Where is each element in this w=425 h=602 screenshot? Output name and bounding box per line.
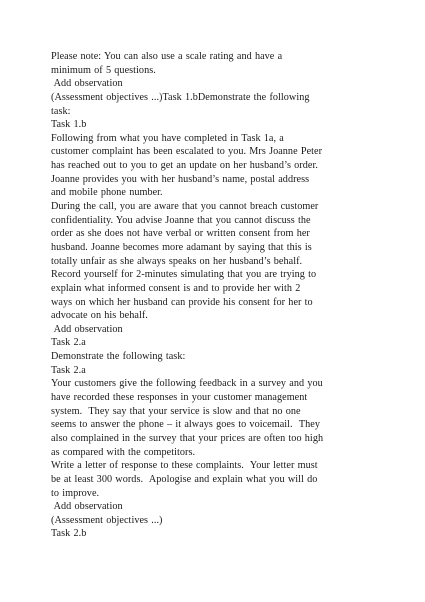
- task-1b-paragraph-line: has reached out to you to get an update on her husband’s order.: [51, 160, 318, 172]
- task-2a-paragraph-line: Your customers give the following feedback in a survey and you: [51, 378, 323, 390]
- task-2a-title: Task 2.a: [51, 337, 86, 349]
- task-1b-paragraph-line: Joanne provides you with her husband’s name, postal address: [51, 173, 310, 185]
- add-observation-link[interactable]: Add observation: [51, 78, 123, 90]
- task-1b-paragraph-line: ways on which her husband can provide his consent for her to: [51, 296, 313, 308]
- task-2a-instruction: Demonstrate the following task:: [51, 351, 186, 363]
- task-1b-paragraph-line: Record yourself for 2-minutes simulating that you are trying to: [51, 269, 317, 281]
- document-body: [51, 50, 391, 541]
- task-2a-paragraph-line: as compared with the competitors.: [51, 446, 196, 458]
- scale-rating-note-line-1: Please note: You can also use a scale rating and have a: [51, 51, 283, 62]
- task-1b-paragraph-line: confidentiality. You advise Joanne that you cannot discuss the: [51, 214, 311, 226]
- scale-rating-note-line-2: minimum of 5 questions.: [51, 64, 156, 76]
- add-observation-link[interactable]: Add observation: [51, 501, 123, 513]
- task-2a-paragraph-line: Write a letter of response to these complaints. Your letter must: [51, 460, 318, 472]
- task-1b-paragraph-line: Following from what you have completed in Task 1a, a: [51, 132, 284, 144]
- add-observation-link[interactable]: Add observation: [51, 323, 123, 335]
- assessment-objectives-heading: (Assessment objectives ...): [51, 514, 163, 526]
- task-2b-title: Task 2.b: [51, 528, 87, 540]
- assessment-objectives-heading: (Assessment objectives ...)Task 1.bDemonstrate the following: [51, 91, 310, 103]
- task-2a-paragraph-line: also complained in the survey that your prices are often too high: [51, 432, 324, 444]
- assessment-objectives-heading-cont: task:: [51, 105, 71, 117]
- task-2a-paragraph-line: to improve.: [51, 487, 100, 499]
- task-1b-paragraph-line: advocate on his behalf.: [51, 310, 148, 322]
- task-2a-paragraph-line: system. They say that your service is slow and that no one: [51, 405, 301, 417]
- task-1b-paragraph-line: customer complaint has been escalated to you. Mrs Joanne Peter: [51, 146, 323, 158]
- task-1b-paragraph-line: totally unfair as she always speaks on her husband’s behalf.: [51, 255, 303, 267]
- task-1b-paragraph-line: order as she does not have verbal or written consent from her: [51, 228, 310, 240]
- task-1b-paragraph-line: husband. Joanne becomes more adamant by saying that this is: [51, 241, 312, 253]
- task-2a-title: Task 2.a: [51, 364, 86, 376]
- task-2a-paragraph-line: have recorded these responses in your customer management: [51, 392, 308, 404]
- task-1b-paragraph-line: and mobile phone number.: [51, 187, 163, 199]
- task-1b-paragraph-line: During the call, you are aware that you cannot breach customer: [51, 201, 319, 213]
- task-1b-paragraph-line: explain what informed consent is and to provide her with 2: [51, 282, 301, 294]
- task-1b-title: Task 1.b: [51, 119, 87, 131]
- task-2a-paragraph-line: seems to answer the phone – it always goes to voicemail. They: [51, 419, 320, 431]
- task-2a-paragraph-line: be at least 300 words. Apologise and explain what you will do: [51, 473, 318, 485]
